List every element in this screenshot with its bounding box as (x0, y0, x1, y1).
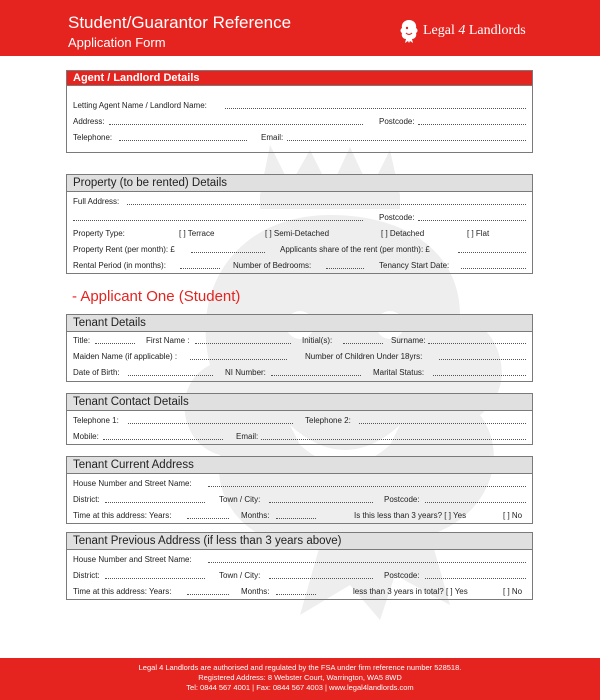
semi-detached-checkbox[interactable]: [ ] Semi-Detached (265, 229, 330, 238)
agent-details-section (66, 70, 533, 153)
contact-details-section (66, 393, 533, 445)
dob-label: Date of Birth: (73, 368, 120, 377)
agent-postcode-label: Postcode: (379, 117, 415, 126)
property-period-row (73, 260, 526, 272)
agent-name-field[interactable] (225, 100, 526, 109)
agent-name-label: Letting Agent Name / Landlord Name: (73, 101, 207, 110)
agent-name-row (73, 100, 526, 112)
previous-district-field[interactable] (105, 570, 205, 579)
tenant-dob-row (73, 367, 526, 379)
current-years-field[interactable] (187, 510, 229, 519)
previous-house-label: House Number and Street Name: (73, 555, 192, 564)
mobile-label: Mobile: (73, 432, 99, 441)
page-footer (0, 658, 600, 700)
current-months-label: Months: (241, 511, 270, 520)
previous-months-label: Months: (241, 587, 270, 596)
mobile-field[interactable] (103, 431, 223, 440)
first-name-label: First Name : (146, 336, 190, 345)
current-house-label: House Number and Street Name: (73, 479, 192, 488)
previous-years-label: Time at this address: Years: (73, 587, 172, 596)
title-field[interactable] (95, 335, 135, 344)
title-label: Title: (73, 336, 91, 345)
tenant-name-row (73, 335, 526, 347)
contact-telephone-row (73, 415, 526, 427)
tenancy-start-field[interactable] (461, 260, 526, 269)
marital-status-field[interactable] (433, 367, 526, 376)
form-subtitle: Application Form (68, 35, 166, 50)
property-postcode-label: Postcode: (379, 213, 415, 222)
terrace-checkbox[interactable]: [ ] Terrace (179, 229, 215, 238)
previous-house-row (73, 554, 526, 566)
company-logo (398, 18, 526, 44)
previous-months-field[interactable] (276, 586, 316, 595)
detached-checkbox[interactable]: [ ] Detached (381, 229, 425, 238)
previous-district-label: District: (73, 571, 100, 580)
marital-status-label: Marital Status: (373, 368, 425, 377)
rent-field[interactable] (191, 244, 265, 253)
agent-contact-row (73, 132, 526, 144)
property-section-title: Property (to be rented) Details (67, 175, 532, 192)
current-house-field[interactable] (208, 478, 526, 487)
current-time-row (73, 510, 526, 522)
rental-period-field[interactable] (180, 260, 220, 269)
property-postcode-field[interactable] (418, 212, 526, 221)
applicant-one-heading: - Applicant One (Student) (72, 288, 241, 305)
current-postcode-field[interactable] (425, 494, 526, 503)
flat-checkbox[interactable]: [ ] Flat (467, 229, 490, 238)
telephone1-field[interactable] (128, 415, 293, 424)
tenant-section-title: Tenant Details (67, 315, 532, 332)
tenant-maiden-row (73, 351, 526, 363)
telephone2-field[interactable] (359, 415, 526, 424)
previous-address-title: Tenant Previous Address (if less than 3 years above) (67, 533, 532, 550)
bedrooms-field[interactable] (326, 260, 364, 269)
current-district-row (73, 494, 526, 506)
contact-email-label: Email: (236, 432, 259, 441)
telephone2-label: Telephone 2: (305, 416, 351, 425)
agent-section-title: Agent / Landlord Details (67, 71, 532, 86)
current-less-than-3-yes-checkbox[interactable]: Is this less than 3 years? [ ] Yes (354, 511, 467, 520)
page-header (0, 0, 600, 56)
form-title: Student/Guarantor Reference (68, 13, 292, 32)
property-type-row (73, 228, 526, 240)
current-address-section (66, 456, 533, 524)
property-address-row (73, 196, 526, 208)
agent-email-label: Email: (261, 133, 284, 142)
current-address-title: Tenant Current Address (67, 457, 532, 474)
agent-email-field[interactable] (287, 132, 526, 141)
current-months-field[interactable] (276, 510, 316, 519)
previous-address-section (66, 532, 533, 600)
previous-postcode-label: Postcode: (384, 571, 420, 580)
property-address2-field[interactable] (73, 212, 363, 221)
current-district-label: District: (73, 495, 100, 504)
current-town-label: Town / City: (219, 495, 261, 504)
agent-address-row (73, 116, 526, 128)
property-type-label: Property Type: (73, 229, 125, 238)
children-field[interactable] (439, 351, 526, 360)
maiden-name-field[interactable] (190, 351, 287, 360)
previous-town-label: Town / City: (219, 571, 261, 580)
property-address-field[interactable] (127, 196, 526, 205)
agent-address-field[interactable] (109, 116, 363, 125)
current-town-field[interactable] (269, 494, 373, 503)
first-name-field[interactable] (195, 335, 291, 344)
current-district-field[interactable] (105, 494, 205, 503)
rent-label: Property Rent (per month): £ (73, 245, 175, 254)
rental-period-label: Rental Period (in months): (73, 261, 166, 270)
footer-contact: Tel: 0844 567 4001 | Fax: 0844 567 4003 | www.legal4landlords.com (186, 683, 414, 692)
initials-label: Initial(s): (302, 336, 333, 345)
telephone1-label: Telephone 1: (73, 416, 119, 425)
bedrooms-label: Number of Bedrooms: (233, 261, 312, 270)
previous-less-than-3-yes-checkbox[interactable]: less than 3 years in total? [ ] Yes (353, 587, 468, 596)
contact-section-title: Tenant Contact Details (67, 394, 532, 411)
previous-postcode-field[interactable] (425, 570, 526, 579)
logo-text: Legal 4 Landlords (423, 23, 526, 38)
ni-number-field[interactable] (271, 367, 361, 376)
share-field[interactable] (458, 244, 526, 253)
current-less-than-3-no-checkbox[interactable]: [ ] No (503, 511, 523, 520)
footer-address: Registered Address: 8 Webster Court, Warrington, WA5 8WD (198, 673, 402, 682)
tenant-details-section (66, 314, 533, 382)
contact-mobile-row (73, 431, 526, 443)
property-rent-row (73, 244, 526, 256)
footer-regulation: Legal 4 Landlords are authorised and regulated by the FSA under firm reference number 528518. (138, 663, 462, 672)
current-years-label: Time at this address: Years: (73, 511, 172, 520)
children-label: Number of Children Under 18yrs: (305, 352, 423, 361)
surname-field[interactable] (428, 335, 526, 344)
contact-email-field[interactable] (261, 431, 526, 440)
initials-field[interactable] (343, 335, 383, 344)
previous-less-than-3-no-checkbox[interactable]: [ ] No (503, 587, 523, 596)
ni-number-label: NI Number: (225, 368, 266, 377)
current-house-row (73, 478, 526, 490)
tenancy-start-label: Tenancy Start Date: (379, 261, 450, 270)
maiden-name-label: Maiden Name (if applicable) : (73, 352, 178, 361)
property-details-section (66, 174, 533, 274)
agent-address-label: Address: (73, 117, 105, 126)
share-label: Applicants share of the rent (per month): £ (280, 245, 430, 254)
agent-postcode-field[interactable] (418, 116, 526, 125)
previous-town-field[interactable] (269, 570, 373, 579)
previous-years-field[interactable] (187, 586, 229, 595)
current-postcode-label: Postcode: (384, 495, 420, 504)
property-address2-row (73, 212, 526, 224)
surname-label: Surname: (391, 336, 426, 345)
property-address-label: Full Address: (73, 197, 120, 206)
dob-field[interactable] (128, 367, 213, 376)
previous-house-field[interactable] (208, 554, 526, 563)
previous-district-row (73, 570, 526, 582)
agent-telephone-field[interactable] (119, 132, 247, 141)
lion-crest-icon (398, 18, 420, 44)
agent-telephone-label: Telephone: (73, 133, 113, 142)
previous-time-row (73, 586, 526, 598)
